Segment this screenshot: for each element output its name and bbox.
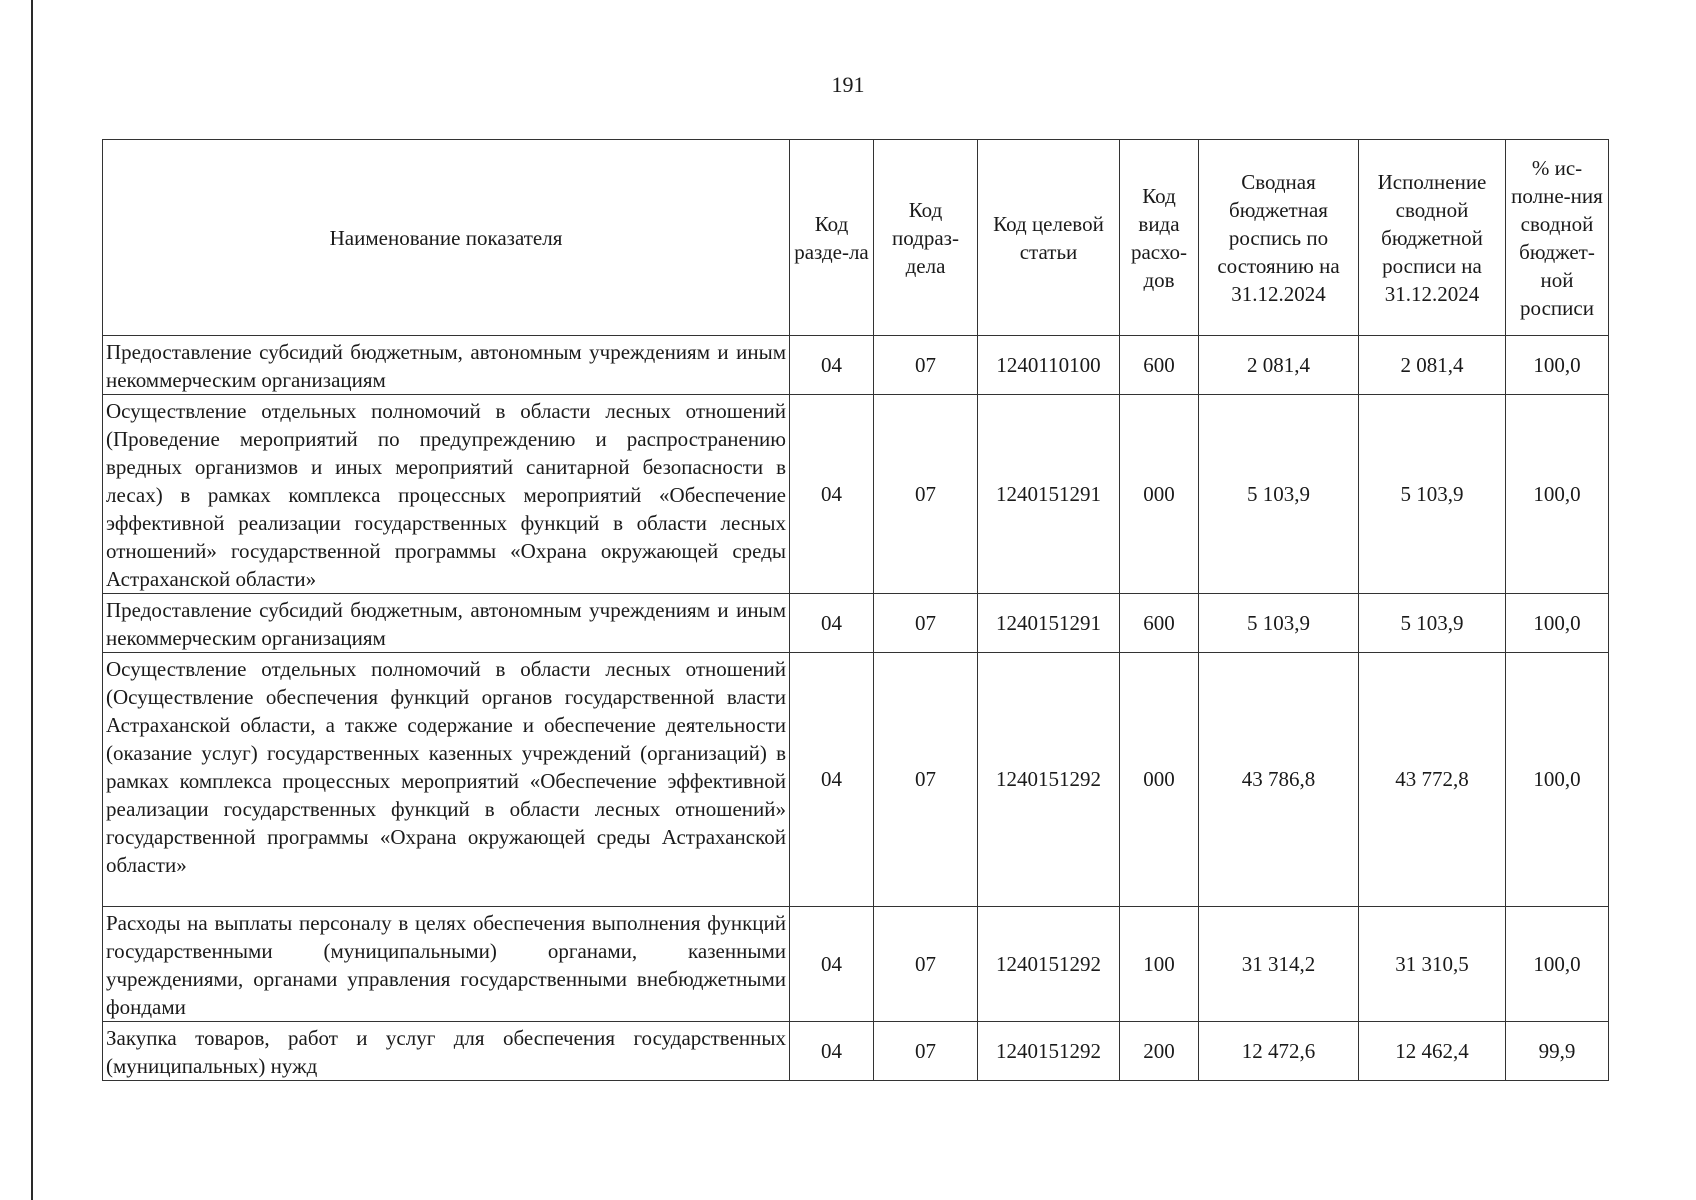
row-target: 1240151292 [978,907,1120,1022]
page-margin-line [31,0,33,1200]
row-name: Предоставление субсидий бюджетным, автономным учреждениям и иным некоммерческим организациям [103,336,790,395]
header-section-code: Код разде-ла [790,140,874,336]
row-budget: 2 081,4 [1199,336,1359,395]
row-type: 100 [1120,907,1199,1022]
row-budget: 43 786,8 [1199,653,1359,907]
header-row [103,140,1609,336]
row-subsection: 07 [874,395,978,594]
table-row [103,653,1609,907]
table-row [103,1022,1609,1081]
row-type: 600 [1120,594,1199,653]
row-subsection: 07 [874,1022,978,1081]
header-name: Наименование показателя [103,140,790,336]
page-number: 191 [831,72,865,97]
row-name: Предоставление субсидий бюджетным, автономным учреждениям и иным некоммерческим организациям [103,594,790,653]
row-name: Закупка товаров, работ и услуг для обеспечения государственных (муниципальных) нужд [103,1022,790,1081]
row-budget: 5 103,9 [1199,594,1359,653]
row-percent: 100,0 [1506,653,1609,907]
row-section: 04 [790,395,874,594]
row-target: 1240151292 [978,1022,1120,1081]
header-target-code: Код целевой статьи [978,140,1120,336]
row-target: 1240151291 [978,395,1120,594]
row-section: 04 [790,336,874,395]
row-execution: 43 772,8 [1359,653,1506,907]
row-percent: 100,0 [1506,907,1609,1022]
row-target: 1240151292 [978,653,1120,907]
budget-table [102,139,1609,1081]
row-type: 000 [1120,653,1199,907]
row-type: 200 [1120,1022,1199,1081]
row-budget: 12 472,6 [1199,1022,1359,1081]
header-execution: Исполнение сводной бюджетной росписи на 31.12.2024 [1359,140,1506,336]
row-name: Расходы на выплаты персоналу в целях обеспечения выполнения функций государственными (муниципальными) органами, казенными учреждениями, органами управления государственными внебюджетными фондами [103,907,790,1022]
row-section: 04 [790,653,874,907]
row-budget: 5 103,9 [1199,395,1359,594]
table-row [103,907,1609,1022]
row-subsection: 07 [874,907,978,1022]
header-expense-type-code: Код вида расхо-дов [1120,140,1199,336]
row-section: 04 [790,907,874,1022]
row-subsection: 07 [874,653,978,907]
row-section: 04 [790,594,874,653]
row-execution: 12 462,4 [1359,1022,1506,1081]
row-target: 1240151291 [978,594,1120,653]
row-execution: 31 310,5 [1359,907,1506,1022]
row-name: Осуществление отдельных полномочий в области лесных отношений (Проведение мероприятий по предупреждению и распространению вредных организмов и иных мероприятий санитарной безопасности в лесах) в рамках комплекса процессных мероприятий «Обеспечение эффективной реализации государственных функций в области лесных отношений» государственной программы «Охрана окружающей среды Астраханской области» [103,395,790,594]
row-percent: 99,9 [1506,1022,1609,1081]
row-percent: 100,0 [1506,594,1609,653]
table-row [103,336,1609,395]
row-execution: 2 081,4 [1359,336,1506,395]
header-percent: % ис-полне-ния сводной бюджет-ной росписи [1506,140,1609,336]
row-name: Осуществление отдельных полномочий в области лесных отношений (Осуществление обеспечения функций органов государственной власти Астраханской области, а также содержание и обеспечение деятельности (оказание услуг) государственных казенных учреждений (организаций) в рамках комплекса процессных мероприятий «Обеспечение эффективной реализации государственных функций в области лесных отношений» государственной программы «Охрана окружающей среды Астраханской области» [103,653,790,907]
row-target: 1240110100 [978,336,1120,395]
row-subsection: 07 [874,594,978,653]
row-percent: 100,0 [1506,336,1609,395]
table-row [103,594,1609,653]
row-execution: 5 103,9 [1359,395,1506,594]
row-type: 600 [1120,336,1199,395]
header-subsection-code: Код подраз-дела [874,140,978,336]
table-row [103,395,1609,594]
header-budget: Сводная бюджетная роспись по состоянию на 31.12.2024 [1199,140,1359,336]
row-budget: 31 314,2 [1199,907,1359,1022]
row-section: 04 [790,1022,874,1081]
row-percent: 100,0 [1506,395,1609,594]
row-subsection: 07 [874,336,978,395]
row-type: 000 [1120,395,1199,594]
row-execution: 5 103,9 [1359,594,1506,653]
